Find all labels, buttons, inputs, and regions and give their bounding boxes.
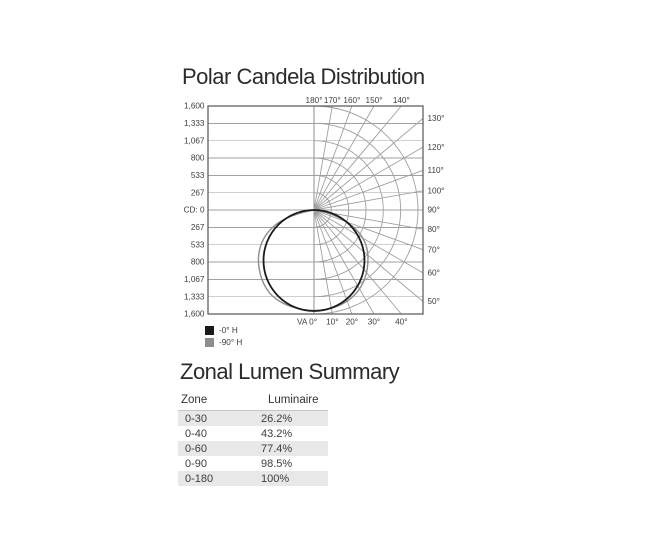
cd-tick-label: 1,067	[184, 136, 205, 146]
legend-item	[205, 338, 242, 347]
angle-label: 160°	[343, 96, 361, 105]
angle-label: 170°	[323, 96, 341, 105]
angle-label: 110°	[427, 166, 444, 175]
angle-label: 140°	[392, 96, 410, 105]
cd-tick-label: 1,333	[184, 119, 205, 128]
cd-tick-label: 1,600	[184, 101, 205, 111]
angle-label: 100°	[427, 186, 445, 196]
angle-label: 90°	[427, 205, 440, 215]
cd-tick-label: CD: 0	[183, 205, 205, 215]
legend-label: -90° H	[219, 337, 243, 347]
cd-axis-labels	[184, 102, 205, 319]
angle-label: 80°	[427, 224, 440, 234]
angle-label: 30°	[367, 317, 381, 327]
zone-cell: 0-90	[185, 457, 208, 470]
angle-label: 120°	[427, 142, 445, 152]
table-row	[178, 426, 328, 441]
table-row	[178, 441, 328, 456]
legend-item	[205, 326, 242, 335]
column-header-luminaire: Luminaire	[268, 394, 319, 406]
angle-label: 150°	[365, 96, 383, 105]
cd-tick-label: 533	[190, 240, 205, 250]
zone-cell: 0-60	[185, 442, 208, 455]
luminaire-cell: 98.5%	[261, 457, 293, 470]
bottom-angle-labels	[297, 318, 407, 327]
zone-cell: 0-180	[185, 472, 214, 485]
zone-cell: 0-30	[185, 412, 208, 425]
luminaire-cell: 43.2%	[261, 427, 293, 440]
right-angle-labels	[428, 114, 445, 306]
legend-swatch-90deg-icon	[205, 338, 214, 347]
zonal-summary-title: Zonal Lumen Summary	[180, 359, 400, 384]
legend-swatch-0deg-icon	[205, 326, 214, 335]
cd-tick-label: 533	[190, 171, 205, 180]
angle-label: 180°	[305, 96, 323, 105]
luminaire-cell: 100%	[261, 472, 290, 485]
cd-tick-label: 267	[190, 188, 205, 198]
polar-chart-title: Polar Candela Distribution	[182, 64, 425, 89]
legend-label: -0° H	[219, 326, 238, 335]
angle-label: 60°	[427, 268, 440, 278]
angle-label: 50°	[427, 297, 440, 307]
chart-legend	[205, 326, 242, 349]
cd-tick-label: 1,600	[184, 309, 205, 319]
top-angle-labels	[306, 96, 410, 105]
angle-label: 40°	[395, 317, 408, 327]
table-row	[178, 411, 328, 426]
angle-label: VA 0°	[297, 317, 317, 327]
cd-tick-label: 800	[190, 257, 205, 267]
cd-tick-label: 1,067	[184, 275, 205, 284]
luminaire-cell: 26.2%	[261, 412, 293, 425]
angle-label: 20°	[345, 317, 359, 327]
cd-tick-label: 1,333	[184, 292, 205, 302]
angle-radial-lines	[314, 106, 423, 314]
table-row	[178, 456, 328, 471]
column-header-zone: Zone	[181, 394, 208, 406]
luminaire-cell: 77.4%	[261, 442, 293, 455]
cd-tick-label: 267	[190, 223, 205, 232]
angle-label: 70°	[427, 245, 440, 255]
angle-label: 130°	[427, 114, 445, 124]
table-row	[178, 471, 328, 486]
zonal-lumen-table	[178, 410, 328, 486]
cd-tick-label: 800	[190, 153, 205, 163]
angle-label: 10°	[326, 317, 339, 327]
zone-cell: 0-40	[185, 427, 208, 440]
